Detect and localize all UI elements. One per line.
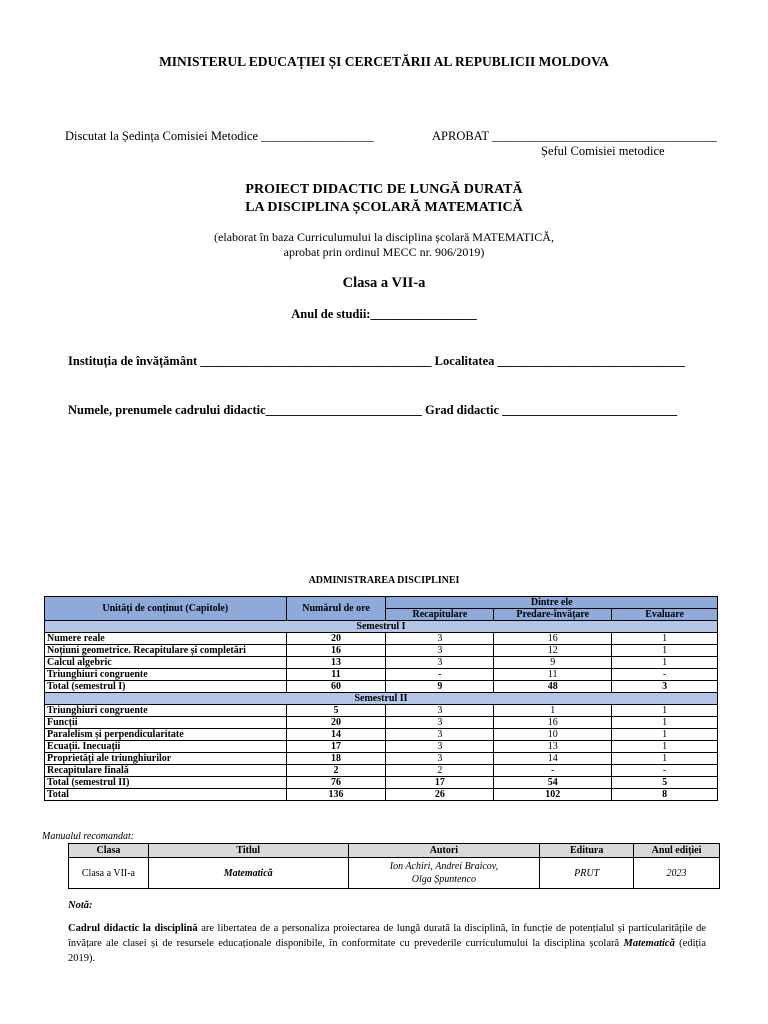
semester-2-rows: [45, 705, 718, 777]
total-label: Total: [45, 789, 287, 801]
sem1-cell-ore: 16: [286, 645, 386, 657]
table-row: [45, 669, 718, 681]
total-sem2-ore: 76: [286, 777, 386, 789]
table-row: [45, 729, 718, 741]
sem2-cell-evaluare: 1: [612, 741, 718, 753]
manual-titlul: Matematică: [148, 858, 348, 889]
administrare-table: [44, 596, 718, 801]
sem2-cell-ore: 5: [286, 705, 386, 717]
sem1-cell-recap: 3: [386, 633, 494, 645]
table-row: [45, 741, 718, 753]
semester-1-label: Semestrul I: [45, 621, 718, 633]
nota-em: Matematică: [623, 938, 675, 949]
anul-studii: Anul de studii:_________________: [291, 307, 477, 321]
total-sem1-evaluare: 3: [612, 681, 718, 693]
semester-1-rows: [45, 633, 718, 681]
table-row: [45, 645, 718, 657]
table-row: [45, 633, 718, 645]
institutia-field: Instituția de învățământ _____________________________________ Localitatea ______________________________: [68, 354, 686, 368]
total-sem1-recap: 9: [386, 681, 494, 693]
sem2-cell-predare: 1: [494, 705, 612, 717]
table-row: [45, 765, 718, 777]
sem2-cell-recap: 3: [386, 705, 494, 717]
sem2-cell-evaluare: 1: [612, 729, 718, 741]
table-row: [45, 657, 718, 669]
sem2-cell-recap: 3: [386, 753, 494, 765]
nota-paragraph: [68, 921, 706, 966]
sem2-cell-predare: 16: [494, 717, 612, 729]
total-sem2-evaluare: 5: [612, 777, 718, 789]
sem2-cell-chapter: Triunghiuri congruente: [45, 705, 287, 717]
sem1-cell-ore: 20: [286, 633, 386, 645]
header-recapitulare: Recapitulare: [386, 609, 494, 621]
sem2-cell-evaluare: 1: [612, 705, 718, 717]
sem2-cell-chapter: Proprietăți ale triunghiurilor: [45, 753, 287, 765]
manual-anul: 2023: [634, 858, 720, 889]
sem1-cell-predare: 12: [494, 645, 612, 657]
sem1-cell-evaluare: 1: [612, 657, 718, 669]
sem2-cell-chapter: Paralelism și perpendicularitate: [45, 729, 287, 741]
sem2-cell-ore: 14: [286, 729, 386, 741]
total-sem2-predare: 54: [494, 777, 612, 789]
total-recap: 26: [386, 789, 494, 801]
sem2-cell-ore: 17: [286, 741, 386, 753]
sem2-cell-predare: 10: [494, 729, 612, 741]
elaborat-line1: (elaborat în baza Curriculumului la disciplina școlară MATEMATICĂ,: [214, 230, 554, 244]
table-row: [45, 753, 718, 765]
project-title-line2: LA DISCIPLINA ȘCOLARĂ MATEMATICĂ: [245, 200, 523, 215]
ministry-title: MINISTERUL EDUCAȚIEI ȘI CERCETĂRII AL REPUBLICII MOLDOVA: [159, 54, 609, 69]
elaborat-note: [0, 230, 768, 260]
sem2-cell-chapter: Recapitulare finală: [45, 765, 287, 777]
sem1-cell-predare: 16: [494, 633, 612, 645]
total-sem1-row: [45, 681, 718, 693]
semester-2-label: Semestrul II: [45, 693, 718, 705]
table-row: [45, 705, 718, 717]
sem2-cell-recap: 2: [386, 765, 494, 777]
sem1-cell-ore: 11: [286, 669, 386, 681]
sem2-cell-predare: -: [494, 765, 612, 777]
admin-title: ADMINISTRAREA DISCIPLINEI: [308, 575, 460, 586]
total-sem1-predare: 48: [494, 681, 612, 693]
aprobat-line: APROBAT ____________________________________: [432, 129, 717, 143]
header-evaluare: Evaluare: [612, 609, 718, 621]
nota-label: Notă:: [68, 900, 93, 911]
project-title-line1: PROIECT DIDACTIC DE LUNGĂ DURATĂ: [245, 182, 523, 197]
nota-bold: Cadrul didactic la disciplină: [68, 923, 198, 934]
manual-table: [68, 843, 720, 889]
discutat-line: Discutat la Ședința Comisiei Metodice __________________: [65, 129, 374, 143]
sem2-cell-chapter: Funcții: [45, 717, 287, 729]
total-sem1-ore: 60: [286, 681, 386, 693]
sem2-cell-ore: 18: [286, 753, 386, 765]
sem1-cell-predare: 11: [494, 669, 612, 681]
table-row: [45, 717, 718, 729]
total-sem1-label: Total (semestrul I): [45, 681, 287, 693]
manual-header-autori: Autori: [348, 844, 540, 858]
sem1-cell-ore: 13: [286, 657, 386, 669]
total-sem2-row: [45, 777, 718, 789]
sem2-cell-ore: 2: [286, 765, 386, 777]
sem1-cell-chapter: Noțiuni geometrice. Recapitulare și completări: [45, 645, 287, 657]
manual-autori-line2: Olga Șpuntenco: [411, 874, 476, 885]
sem2-cell-ore: 20: [286, 717, 386, 729]
manual-header-titlul: Titlul: [148, 844, 348, 858]
total-evaluare: 8: [612, 789, 718, 801]
manual-autori-line1: Ion Achiri, Andrei Braicov,: [389, 861, 498, 872]
sem2-cell-predare: 14: [494, 753, 612, 765]
sem2-cell-recap: 3: [386, 741, 494, 753]
clasa-heading: Clasa a VII-a: [342, 275, 426, 291]
sem2-cell-recap: 3: [386, 717, 494, 729]
sem1-cell-evaluare: 1: [612, 645, 718, 657]
manual-editura: PRUT: [540, 858, 634, 889]
sem2-cell-evaluare: 1: [612, 753, 718, 765]
manual-header-clasa: Clasa: [69, 844, 149, 858]
header-dintre-ele: Dintre ele: [386, 597, 718, 609]
total-predare: 102: [494, 789, 612, 801]
sem1-cell-evaluare: -: [612, 669, 718, 681]
sem2-cell-chapter: Ecuații. Inecuații: [45, 741, 287, 753]
numele-field: Numele, prenumele cadrului didactic_________________________ Grad didactic ____________________________: [68, 403, 678, 417]
header-predare: Predare-învățare: [494, 609, 612, 621]
manual-clasa: Clasa a VII-a: [69, 858, 149, 889]
header-unitati: Unități de conținut (Capitole): [45, 597, 287, 621]
sem1-cell-chapter: Numere reale: [45, 633, 287, 645]
nota-text1: are libertatea de a personaliza proiectarea de lungă durată la disciplină, în funcție de potențialul și particularitățile de învățare ale clasei și de resursele educaționale disponibile, în conformitate cu prevederile curriculumului la disciplina școlară: [68, 923, 706, 949]
total-ore: 136: [286, 789, 386, 801]
header-numar-ore: Numărul de ore: [286, 597, 386, 621]
sem2-cell-recap: 3: [386, 729, 494, 741]
manual-autori: [348, 858, 540, 889]
sem1-cell-recap: 3: [386, 657, 494, 669]
sem1-cell-chapter: Calcul algebric: [45, 657, 287, 669]
manual-header-anul: Anul ediției: [634, 844, 720, 858]
manual-header-editura: Editura: [540, 844, 634, 858]
manual-label: Manualul recomandat:: [42, 831, 135, 842]
sem2-cell-predare: 13: [494, 741, 612, 753]
elaborat-line2: aprobat prin ordinul MECC nr. 906/2019): [283, 245, 485, 259]
total-row: [45, 789, 718, 801]
sef-comisie-label: Șeful Comisiei metodice: [541, 144, 665, 158]
sem1-cell-predare: 9: [494, 657, 612, 669]
sem2-cell-evaluare: 1: [612, 717, 718, 729]
sem1-cell-recap: -: [386, 669, 494, 681]
nota-text2: (ediția 2019).: [68, 938, 706, 964]
sem2-cell-evaluare: -: [612, 765, 718, 777]
total-sem2-label: Total (semestrul II): [45, 777, 287, 789]
sem1-cell-evaluare: 1: [612, 633, 718, 645]
sem1-cell-recap: 3: [386, 645, 494, 657]
project-title: [0, 181, 768, 217]
total-sem2-recap: 17: [386, 777, 494, 789]
sem1-cell-chapter: Triunghiuri congruente: [45, 669, 287, 681]
manual-row: [69, 858, 720, 889]
